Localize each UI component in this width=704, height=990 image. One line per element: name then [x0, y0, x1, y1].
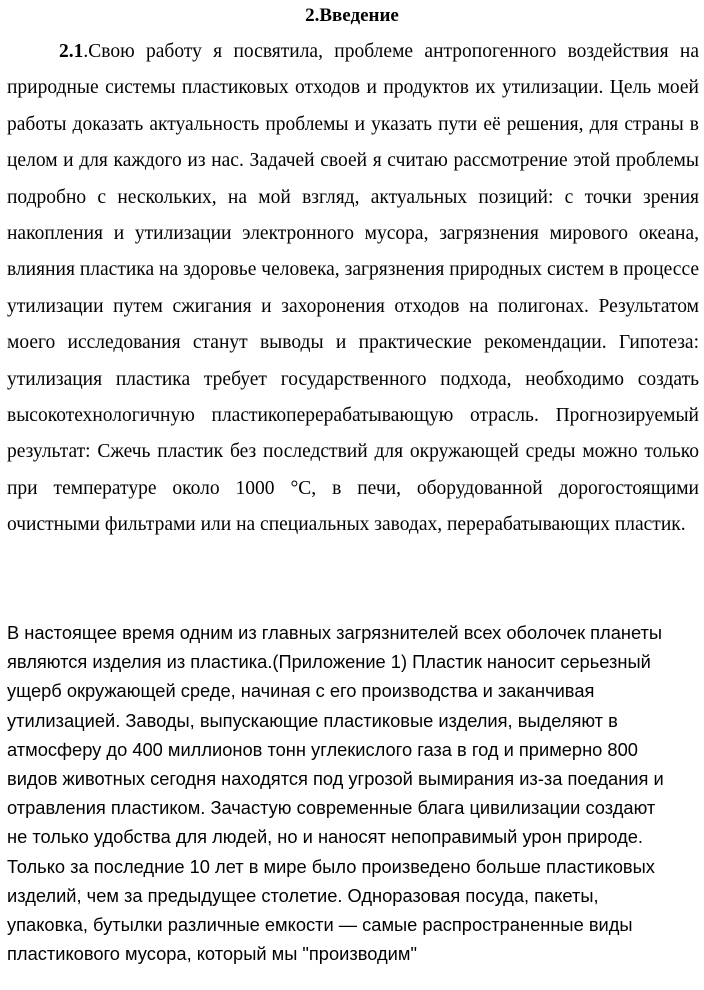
body-paragraph: В настоящее время одним из главных загрязнителей всех оболочек планеты являются изделия из пластика.(Приложение 1) Пластик наносит серьезный ущерб окружающей среде, начиная с его производства и заканчивая утилизацией. Заводы, выпускающие пластиковые изделия, выделяют в атмосферу до 400 миллионов тонн углекислого газа в год и примерно 800 видов животных сегодня находятся под угрозой вымирания из-за поедания и отравления пластиком. Зачастую современные блага цивилизации создают не только удобства для людей, но и наносят непоправимый урон природе. Только за последние 10 лет в мире было произведено больше пластиковых изделий, чем за предыдущее столетие. Одноразовая посуда, пакеты, упаковка, бутылки различные емкости — самые распространенные виды пластикового мусора, который мы "производим": [7, 622, 664, 965]
section-heading: 2.Введение: [305, 5, 399, 26]
intro-paragraph-text: .Свою работу я посвятила, проблеме антропогенного воздействия на природные системы пластиковых отходов и продуктов их утилизации. Цель моей работы доказать актуальность проблемы и указать пути её решения, для страны в целом и для каждого из нас. Задачей своей я считаю рассмотрение этой проблемы подробно с нескольких, на мой взгляд, актуальных позиций: с точки зрения накопления и утилизации электронного мусора, загрязнения мирового океана, влияния пластика на здоровье человека, загрязнения природных систем в процессе утилизации путем сжигания и захоронения отходов на полигонах. Результатом моего исследования станут выводы и практические рекомендации. Гипотеза: утилизация пластика требует государственного подхода, необходимо создать высокотехнологичную пластикоперерабатывающую отрасль. Прогнозируемый результат: Сжечь пластик без последствий для окружающей среды можно только при температуре около 1000 °С, в печи, оборудованной дорогостоящими очистными фильтрами или на специальных заводах, перерабатывающих пластик.: [7, 41, 699, 536]
intro-paragraph: [7, 34, 699, 544]
section-number: 2.1: [59, 41, 84, 62]
